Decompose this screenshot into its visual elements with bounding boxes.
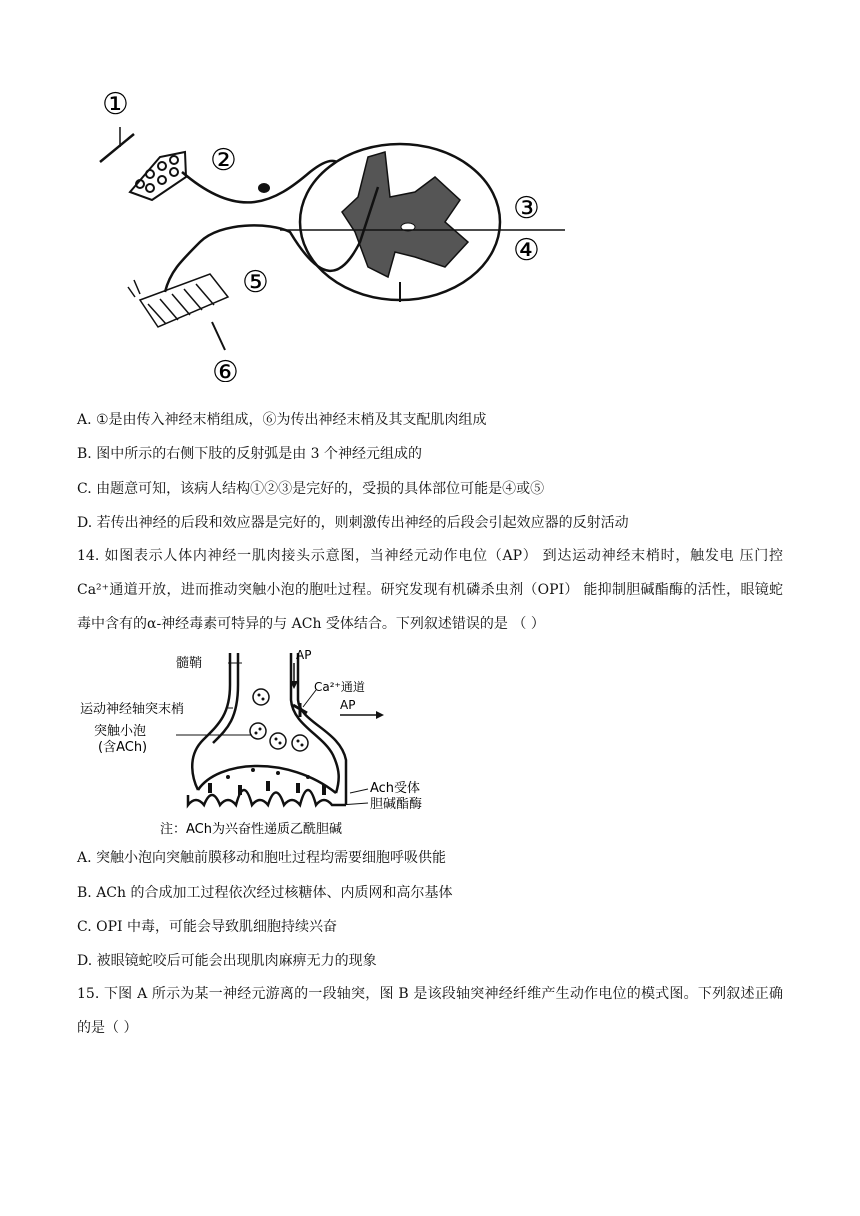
reflex-arc-figure (90, 82, 610, 382)
vesicle-label: 突触小泡 (94, 724, 147, 739)
label-5: ⑤ (242, 265, 269, 300)
label-3: ③ (513, 191, 540, 226)
q13-option-a: A. ①是由传入神经末梢组成，⑥为传出神经末梢及其支配肌肉组成 (77, 412, 487, 428)
neuromuscular-junction-figure (78, 645, 428, 841)
q15-stem: 15. 下图 A 所示为某一神经元游离的一段轴突，图 B 是该段轴突神经纤维产生动作电位的模式图。下列叙述正确的是（ ） (77, 986, 783, 1036)
receptor-label: Ach受体 (370, 781, 421, 796)
axon-terminal-label: 运动神经轴突末梢 (80, 702, 185, 717)
q14-option-a: A. 突触小泡向突触前膜移动和胞吐过程均需要细胞呼吸供能 (77, 850, 447, 866)
ap-right-label: AP (340, 698, 356, 712)
skin-receptor (130, 152, 186, 200)
label-1: ① (102, 87, 129, 122)
q13-option-d: D. 若传出神经的后段和效应器是完好的，则刺激传出神经的后段会引起效应器的反射活动 (77, 515, 629, 531)
enzyme-label: 胆碱酯酶 (370, 797, 423, 812)
figure-note: 注：ACh为兴奋性递质乙酰胆碱 (160, 822, 342, 837)
vesicle-note-label: (含ACh) (98, 740, 148, 755)
ca-channel-label: Ca²⁺通道 (314, 680, 365, 694)
q13-option-c: C. 由题意可知，该病人结构①②③是完好的，受损的具体部位可能是④或⑤ (77, 481, 545, 497)
label-4: ④ (513, 233, 540, 268)
ap-top-label: AP (296, 648, 312, 662)
myelin-label: 髓鞘 (176, 656, 203, 671)
q14-option-d: D. 被眼镜蛇咬后可能会出现肌肉麻痹无力的现象 (77, 953, 377, 969)
label-6: ⑥ (212, 355, 239, 382)
q14-option-c: C. OPI 中毒，可能会导致肌细胞持续兴奋 (77, 919, 337, 935)
q14-option-b: B. ACh 的合成加工过程依次经过核糖体、内质网和高尔基体 (77, 885, 453, 901)
q13-option-b: B. 图中所示的右侧下肢的反射弧是由 3 个神经元组成的 (77, 446, 422, 462)
q14-stem: 14. 如图表示人体内神经一肌肉接头示意图，当神经元动作电位（AP） 到达运动神经末梢时，触发电 压门控 Ca²⁺通道开放，进而推动突触小泡的胞吐过程。研究发现有机磷杀虫剂（OPI） 能抑制胆碱酯酶的活性，眼镜蛇毒中含有的α-神经毒素可特异的与 ACh 受体结合。下列叙述错误的是 （ ） (77, 548, 783, 632)
label-2: ② (210, 143, 237, 178)
muscle-effector (128, 274, 228, 327)
